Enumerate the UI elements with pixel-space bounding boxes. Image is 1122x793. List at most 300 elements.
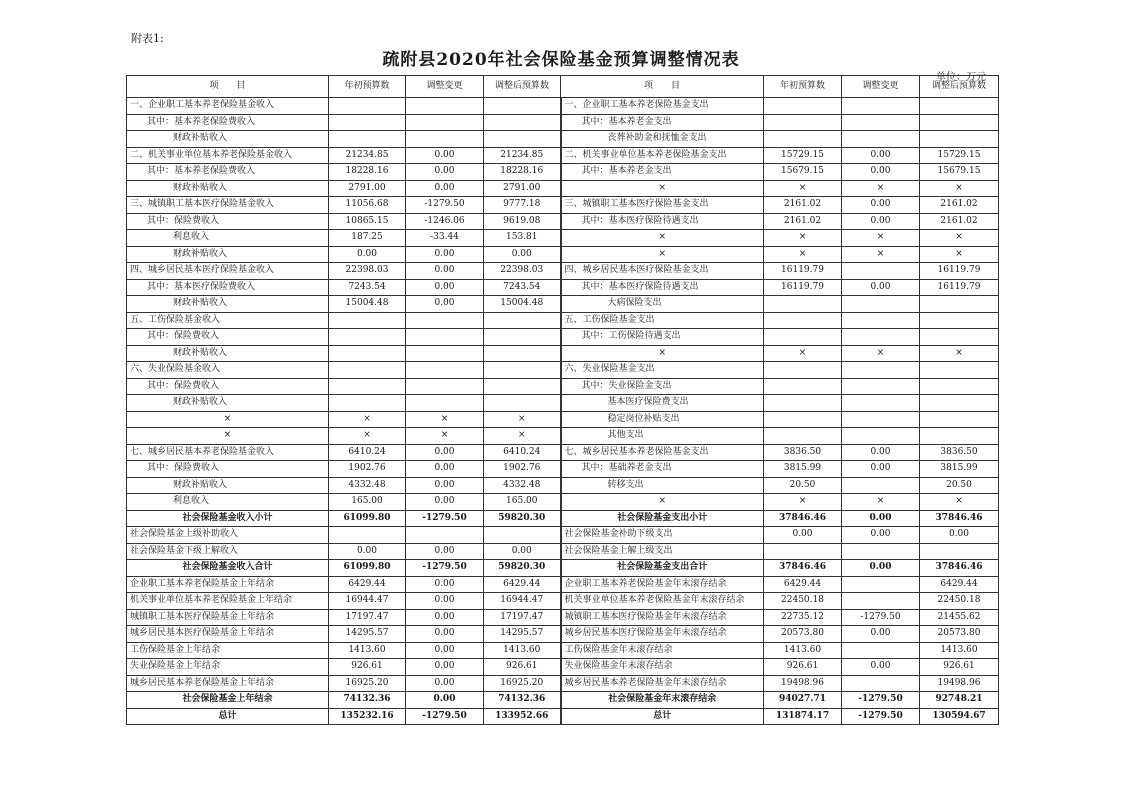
value-cell: 15679.15 bbox=[764, 164, 842, 181]
value-cell: -1279.50 bbox=[406, 510, 484, 527]
income-item-label: 四、城乡居民基本医疗保险基金收入 bbox=[127, 263, 329, 280]
value-cell bbox=[842, 593, 920, 610]
income-item-label: 其中：基本养老保险费收入 bbox=[127, 164, 329, 181]
value-cell: × bbox=[764, 180, 842, 197]
value-cell: × bbox=[484, 428, 561, 445]
value-cell bbox=[920, 131, 999, 148]
value-cell: 2791.00 bbox=[329, 180, 406, 197]
value-cell bbox=[842, 543, 920, 560]
value-cell bbox=[329, 527, 406, 544]
header-adjustment-income: 调整变更 bbox=[406, 76, 484, 98]
value-cell: 0.00 bbox=[842, 164, 920, 181]
value-cell bbox=[842, 576, 920, 593]
value-cell bbox=[764, 296, 842, 313]
value-cell: 0.00 bbox=[842, 659, 920, 676]
table-row bbox=[127, 114, 999, 131]
expense-item-label: × bbox=[561, 494, 764, 511]
table-row bbox=[127, 230, 999, 247]
header-adjusted-budget-income: 调整后预算数 bbox=[484, 76, 561, 98]
value-cell: 2161.02 bbox=[920, 213, 999, 230]
table-row bbox=[127, 444, 999, 461]
value-cell: 0.00 bbox=[406, 576, 484, 593]
table-row bbox=[127, 263, 999, 280]
value-cell: × bbox=[842, 345, 920, 362]
value-cell: 37846.46 bbox=[920, 560, 999, 577]
value-cell: 0.00 bbox=[484, 246, 561, 263]
value-cell: 0.00 bbox=[842, 213, 920, 230]
value-cell: 19498.96 bbox=[920, 675, 999, 692]
expense-item-label: 转移支出 bbox=[561, 477, 764, 494]
table-row bbox=[127, 675, 999, 692]
value-cell bbox=[329, 362, 406, 379]
table-row bbox=[127, 329, 999, 346]
value-cell bbox=[406, 312, 484, 329]
table-row bbox=[127, 626, 999, 643]
value-cell: 92748.21 bbox=[920, 692, 999, 709]
expense-item-label: × bbox=[561, 180, 764, 197]
income-item-label: 社会保险基金收入小计 bbox=[127, 510, 329, 527]
value-cell bbox=[764, 543, 842, 560]
value-cell bbox=[764, 362, 842, 379]
value-cell: 15729.15 bbox=[764, 147, 842, 164]
value-cell: × bbox=[406, 428, 484, 445]
header-initial-budget-expense: 年初预算数 bbox=[764, 76, 842, 98]
income-item-label: 总计 bbox=[127, 708, 329, 725]
value-cell: 22398.03 bbox=[484, 263, 561, 280]
budget-table bbox=[126, 75, 999, 725]
income-item-label: 其中：基本养老保险费收入 bbox=[127, 114, 329, 131]
value-cell: 1413.60 bbox=[764, 642, 842, 659]
value-cell: 0.00 bbox=[406, 296, 484, 313]
value-cell bbox=[764, 98, 842, 115]
value-cell: 0.00 bbox=[406, 164, 484, 181]
value-cell bbox=[842, 428, 920, 445]
value-cell bbox=[484, 131, 561, 148]
value-cell bbox=[842, 263, 920, 280]
table-row bbox=[127, 659, 999, 676]
expense-item-label: 四、城乡居民基本医疗保险基金支出 bbox=[561, 263, 764, 280]
table-row bbox=[127, 246, 999, 263]
value-cell bbox=[842, 378, 920, 395]
value-cell bbox=[484, 345, 561, 362]
value-cell: 16119.79 bbox=[920, 279, 999, 296]
table-row bbox=[127, 477, 999, 494]
expense-item-label: 机关事业单位基本养老保险基金年末滚存结余 bbox=[561, 593, 764, 610]
value-cell bbox=[842, 312, 920, 329]
value-cell: 14295.57 bbox=[484, 626, 561, 643]
value-cell bbox=[406, 131, 484, 148]
value-cell bbox=[920, 312, 999, 329]
value-cell: 14295.57 bbox=[329, 626, 406, 643]
table-row bbox=[127, 395, 999, 412]
value-cell: × bbox=[406, 411, 484, 428]
value-cell: × bbox=[764, 230, 842, 247]
value-cell: 15004.48 bbox=[484, 296, 561, 313]
value-cell: 0.00 bbox=[329, 246, 406, 263]
value-cell bbox=[920, 378, 999, 395]
expense-item-label: 其中：基本医疗保险待遇支出 bbox=[561, 279, 764, 296]
value-cell: 59820.30 bbox=[484, 560, 561, 577]
value-cell: 130594.67 bbox=[920, 708, 999, 725]
expense-item-label: 丧葬补助金和抚恤金支出 bbox=[561, 131, 764, 148]
value-cell: 16119.79 bbox=[920, 263, 999, 280]
value-cell: 0.00 bbox=[842, 527, 920, 544]
table-row bbox=[127, 560, 999, 577]
value-cell: 16944.47 bbox=[329, 593, 406, 610]
header-item-income: 项 目 bbox=[127, 76, 329, 98]
value-cell: 2161.02 bbox=[764, 213, 842, 230]
value-cell bbox=[484, 378, 561, 395]
value-cell: 16944.47 bbox=[484, 593, 561, 610]
income-item-label: 财政补贴收入 bbox=[127, 395, 329, 412]
value-cell: 15679.15 bbox=[920, 164, 999, 181]
value-cell: 0.00 bbox=[406, 444, 484, 461]
value-cell: × bbox=[920, 230, 999, 247]
value-cell bbox=[920, 296, 999, 313]
value-cell bbox=[920, 395, 999, 412]
value-cell: 0.00 bbox=[406, 675, 484, 692]
income-item-label: 社会保险基金收入合计 bbox=[127, 560, 329, 577]
expense-item-label: 社会保险基金补助下级支出 bbox=[561, 527, 764, 544]
value-cell: × bbox=[764, 345, 842, 362]
income-item-label: 财政补贴收入 bbox=[127, 180, 329, 197]
value-cell: 22735.12 bbox=[764, 609, 842, 626]
expense-item-label: 七、城乡居民基本养老保险基金支出 bbox=[561, 444, 764, 461]
value-cell: 21234.85 bbox=[329, 147, 406, 164]
value-cell: 0.00 bbox=[764, 527, 842, 544]
value-cell: 94027.71 bbox=[764, 692, 842, 709]
unit-label: 单位：万元 bbox=[936, 72, 986, 83]
expense-item-label: 企业职工基本养老保险基金年末滚存结余 bbox=[561, 576, 764, 593]
table-row bbox=[127, 345, 999, 362]
value-cell: 37846.46 bbox=[920, 510, 999, 527]
value-cell: 61099.80 bbox=[329, 560, 406, 577]
table-row bbox=[127, 279, 999, 296]
value-cell: 0.00 bbox=[406, 593, 484, 610]
expense-item-label: 大病保险支出 bbox=[561, 296, 764, 313]
table-row bbox=[127, 461, 999, 478]
value-cell bbox=[842, 477, 920, 494]
value-cell: × bbox=[842, 230, 920, 247]
value-cell bbox=[484, 114, 561, 131]
value-cell bbox=[484, 395, 561, 412]
value-cell bbox=[764, 395, 842, 412]
value-cell: 0.00 bbox=[406, 659, 484, 676]
table-header-row bbox=[127, 76, 999, 98]
value-cell: 0.00 bbox=[842, 461, 920, 478]
expense-item-label: 工伤保险基金年末滚存结余 bbox=[561, 642, 764, 659]
value-cell: 21455.62 bbox=[920, 609, 999, 626]
value-cell: 0.00 bbox=[406, 626, 484, 643]
table-row bbox=[127, 147, 999, 164]
value-cell: 0.00 bbox=[406, 461, 484, 478]
value-cell: 165.00 bbox=[329, 494, 406, 511]
table-row bbox=[127, 213, 999, 230]
value-cell: 0.00 bbox=[406, 147, 484, 164]
value-cell bbox=[484, 329, 561, 346]
income-item-label: 七、城乡居民基本养老保险基金收入 bbox=[127, 444, 329, 461]
value-cell: × bbox=[920, 494, 999, 511]
value-cell: 37846.46 bbox=[764, 560, 842, 577]
value-cell bbox=[842, 98, 920, 115]
value-cell: × bbox=[329, 428, 406, 445]
header-adjusted-budget-expense: 调整后预算数 bbox=[920, 76, 999, 98]
value-cell: 4332.48 bbox=[484, 477, 561, 494]
value-cell: × bbox=[920, 180, 999, 197]
value-cell: 16925.20 bbox=[329, 675, 406, 692]
table-row bbox=[127, 708, 999, 725]
value-cell: × bbox=[329, 411, 406, 428]
expense-item-label: 社会保险基金支出合计 bbox=[561, 560, 764, 577]
header-adjustment-expense: 调整变更 bbox=[842, 76, 920, 98]
table-row bbox=[127, 296, 999, 313]
value-cell: -1246.06 bbox=[406, 213, 484, 230]
expense-item-label: 其中：基础养老金支出 bbox=[561, 461, 764, 478]
value-cell: 0.00 bbox=[406, 246, 484, 263]
income-item-label: × bbox=[127, 411, 329, 428]
value-cell: -1279.50 bbox=[406, 708, 484, 725]
value-cell: 2161.02 bbox=[920, 197, 999, 214]
expense-item-label: 其中：基本医疗保险待遇支出 bbox=[561, 213, 764, 230]
value-cell: 7243.54 bbox=[484, 279, 561, 296]
income-item-label: 城乡居民基本养老保险基金上年结余 bbox=[127, 675, 329, 692]
value-cell bbox=[329, 131, 406, 148]
value-cell bbox=[842, 642, 920, 659]
table-row bbox=[127, 98, 999, 115]
expense-item-label: 二、机关事业单位基本养老保险基金支出 bbox=[561, 147, 764, 164]
value-cell: 18228.16 bbox=[484, 164, 561, 181]
income-item-label: 财政补贴收入 bbox=[127, 131, 329, 148]
value-cell bbox=[920, 329, 999, 346]
value-cell: × bbox=[842, 494, 920, 511]
value-cell: 74132.36 bbox=[329, 692, 406, 709]
value-cell: 20.50 bbox=[764, 477, 842, 494]
value-cell: 6410.24 bbox=[329, 444, 406, 461]
value-cell: 153.81 bbox=[484, 230, 561, 247]
value-cell: 1902.76 bbox=[484, 461, 561, 478]
table-row bbox=[127, 510, 999, 527]
income-item-label: 六、失业保险基金收入 bbox=[127, 362, 329, 379]
value-cell bbox=[484, 98, 561, 115]
income-item-label: 财政补贴收入 bbox=[127, 477, 329, 494]
value-cell: -1279.50 bbox=[406, 560, 484, 577]
table-row bbox=[127, 428, 999, 445]
value-cell: 22450.18 bbox=[920, 593, 999, 610]
value-cell: 926.61 bbox=[484, 659, 561, 676]
table-row bbox=[127, 180, 999, 197]
value-cell: 1413.60 bbox=[920, 642, 999, 659]
value-cell: 3815.99 bbox=[920, 461, 999, 478]
value-cell: 926.61 bbox=[764, 659, 842, 676]
expense-item-label: 总计 bbox=[561, 708, 764, 725]
value-cell bbox=[406, 527, 484, 544]
value-cell: 3836.50 bbox=[764, 444, 842, 461]
value-cell: 74132.36 bbox=[484, 692, 561, 709]
value-cell: 187.25 bbox=[329, 230, 406, 247]
table-row bbox=[127, 131, 999, 148]
value-cell: 165.00 bbox=[484, 494, 561, 511]
value-cell: 0.00 bbox=[842, 560, 920, 577]
value-cell bbox=[842, 411, 920, 428]
value-cell: 1413.60 bbox=[329, 642, 406, 659]
value-cell: × bbox=[842, 180, 920, 197]
value-cell: -1279.50 bbox=[842, 692, 920, 709]
table-row bbox=[127, 411, 999, 428]
value-cell bbox=[484, 362, 561, 379]
value-cell: 18228.16 bbox=[329, 164, 406, 181]
expense-item-label: 社会保险基金支出小计 bbox=[561, 510, 764, 527]
value-cell: 20573.80 bbox=[920, 626, 999, 643]
income-item-label: 三、城镇职工基本医疗保险基金收入 bbox=[127, 197, 329, 214]
value-cell bbox=[764, 329, 842, 346]
table-row bbox=[127, 378, 999, 395]
value-cell: 0.00 bbox=[484, 543, 561, 560]
value-cell bbox=[406, 378, 484, 395]
table-row bbox=[127, 576, 999, 593]
value-cell bbox=[329, 395, 406, 412]
value-cell: 0.00 bbox=[920, 527, 999, 544]
value-cell: 15729.15 bbox=[920, 147, 999, 164]
income-item-label: 城镇职工基本医疗保险基金上年结余 bbox=[127, 609, 329, 626]
income-item-label: 二、机关事业单位基本养老保险基金收入 bbox=[127, 147, 329, 164]
value-cell: 0.00 bbox=[329, 543, 406, 560]
value-cell: 3836.50 bbox=[920, 444, 999, 461]
value-cell: × bbox=[920, 246, 999, 263]
value-cell: 3815.99 bbox=[764, 461, 842, 478]
income-item-label: 企业职工基本养老保险基金上年结余 bbox=[127, 576, 329, 593]
value-cell: 4332.48 bbox=[329, 477, 406, 494]
income-item-label: 工伤保险基金上年结余 bbox=[127, 642, 329, 659]
value-cell: 926.61 bbox=[329, 659, 406, 676]
value-cell bbox=[329, 312, 406, 329]
value-cell: 0.00 bbox=[406, 642, 484, 659]
value-cell bbox=[406, 329, 484, 346]
value-cell bbox=[484, 312, 561, 329]
expense-item-label: 其中：工伤保险待遇支出 bbox=[561, 329, 764, 346]
value-cell bbox=[406, 395, 484, 412]
income-item-label: 社会保险基金下级上解收入 bbox=[127, 543, 329, 560]
value-cell: 16119.79 bbox=[764, 279, 842, 296]
value-cell bbox=[329, 98, 406, 115]
table-row bbox=[127, 593, 999, 610]
value-cell: 0.00 bbox=[406, 263, 484, 280]
value-cell bbox=[406, 362, 484, 379]
income-item-label: 其中：基本医疗保险费收入 bbox=[127, 279, 329, 296]
value-cell: 0.00 bbox=[406, 609, 484, 626]
income-item-label: 社会保险基金上级补助收入 bbox=[127, 527, 329, 544]
expense-item-label: 稳定岗位补贴支出 bbox=[561, 411, 764, 428]
table-row bbox=[127, 494, 999, 511]
value-cell bbox=[920, 428, 999, 445]
table-row bbox=[127, 312, 999, 329]
income-item-label: 利息收入 bbox=[127, 230, 329, 247]
value-cell: 2161.02 bbox=[764, 197, 842, 214]
value-cell: 59820.30 bbox=[484, 510, 561, 527]
value-cell: 22450.18 bbox=[764, 593, 842, 610]
value-cell: 0.00 bbox=[842, 279, 920, 296]
expense-item-label: 城乡居民基本养老保险基金年末滚存结余 bbox=[561, 675, 764, 692]
value-cell: -33.44 bbox=[406, 230, 484, 247]
value-cell bbox=[329, 378, 406, 395]
table-row bbox=[127, 609, 999, 626]
value-cell bbox=[406, 114, 484, 131]
income-item-label: 财政补贴收入 bbox=[127, 296, 329, 313]
value-cell: -1279.50 bbox=[842, 609, 920, 626]
income-item-label: 利息收入 bbox=[127, 494, 329, 511]
value-cell: 21234.85 bbox=[484, 147, 561, 164]
value-cell: 0.00 bbox=[406, 180, 484, 197]
expense-item-label: × bbox=[561, 230, 764, 247]
expense-item-label: 六、失业保险基金支出 bbox=[561, 362, 764, 379]
value-cell bbox=[920, 362, 999, 379]
value-cell: 0.00 bbox=[406, 494, 484, 511]
value-cell: 0.00 bbox=[842, 510, 920, 527]
value-cell: 16119.79 bbox=[764, 263, 842, 280]
value-cell: 20.50 bbox=[920, 477, 999, 494]
value-cell: 0.00 bbox=[842, 147, 920, 164]
value-cell: 6429.44 bbox=[764, 576, 842, 593]
value-cell: 37846.46 bbox=[764, 510, 842, 527]
expense-item-label: 三、城镇职工基本医疗保险基金支出 bbox=[561, 197, 764, 214]
value-cell bbox=[329, 345, 406, 362]
value-cell: × bbox=[764, 246, 842, 263]
expense-item-label: 其他支出 bbox=[561, 428, 764, 445]
table-row bbox=[127, 164, 999, 181]
value-cell bbox=[764, 131, 842, 148]
value-cell: 0.00 bbox=[406, 477, 484, 494]
value-cell: 0.00 bbox=[406, 279, 484, 296]
expense-item-label: 基本医疗保险费支出 bbox=[561, 395, 764, 412]
value-cell bbox=[406, 98, 484, 115]
income-item-label: 一、企业职工基本养老保险基金收入 bbox=[127, 98, 329, 115]
value-cell: 2791.00 bbox=[484, 180, 561, 197]
income-item-label: × bbox=[127, 428, 329, 445]
value-cell: 1413.60 bbox=[484, 642, 561, 659]
income-item-label: 财政补贴收入 bbox=[127, 345, 329, 362]
value-cell bbox=[842, 296, 920, 313]
income-item-label: 其中：保险费收入 bbox=[127, 378, 329, 395]
value-cell: -1279.50 bbox=[406, 197, 484, 214]
expense-item-label: 社会保险基金年末滚存结余 bbox=[561, 692, 764, 709]
value-cell: 19498.96 bbox=[764, 675, 842, 692]
value-cell bbox=[842, 329, 920, 346]
attachment-label: 附表1: bbox=[131, 32, 164, 45]
value-cell bbox=[920, 411, 999, 428]
income-item-label: 社会保险基金上年结余 bbox=[127, 692, 329, 709]
value-cell: 22398.03 bbox=[329, 263, 406, 280]
income-item-label: 机关事业单位基本养老保险基金上年结余 bbox=[127, 593, 329, 610]
value-cell bbox=[764, 411, 842, 428]
value-cell bbox=[484, 527, 561, 544]
table-row bbox=[127, 543, 999, 560]
expense-item-label: 其中：失业保险金支出 bbox=[561, 378, 764, 395]
value-cell: 131874.17 bbox=[764, 708, 842, 725]
value-cell bbox=[842, 675, 920, 692]
expense-item-label: 其中：基本养老金支出 bbox=[561, 164, 764, 181]
value-cell: 0.00 bbox=[842, 444, 920, 461]
income-item-label: 其中：保险费收入 bbox=[127, 329, 329, 346]
value-cell: × bbox=[484, 411, 561, 428]
value-cell: 10865.15 bbox=[329, 213, 406, 230]
value-cell bbox=[920, 114, 999, 131]
value-cell bbox=[406, 345, 484, 362]
value-cell: 9619.08 bbox=[484, 213, 561, 230]
value-cell bbox=[842, 114, 920, 131]
income-item-label: 其中：保险费收入 bbox=[127, 213, 329, 230]
expense-item-label: 其中：基本养老金支出 bbox=[561, 114, 764, 131]
value-cell bbox=[842, 395, 920, 412]
income-item-label: 其中：保险费收入 bbox=[127, 461, 329, 478]
